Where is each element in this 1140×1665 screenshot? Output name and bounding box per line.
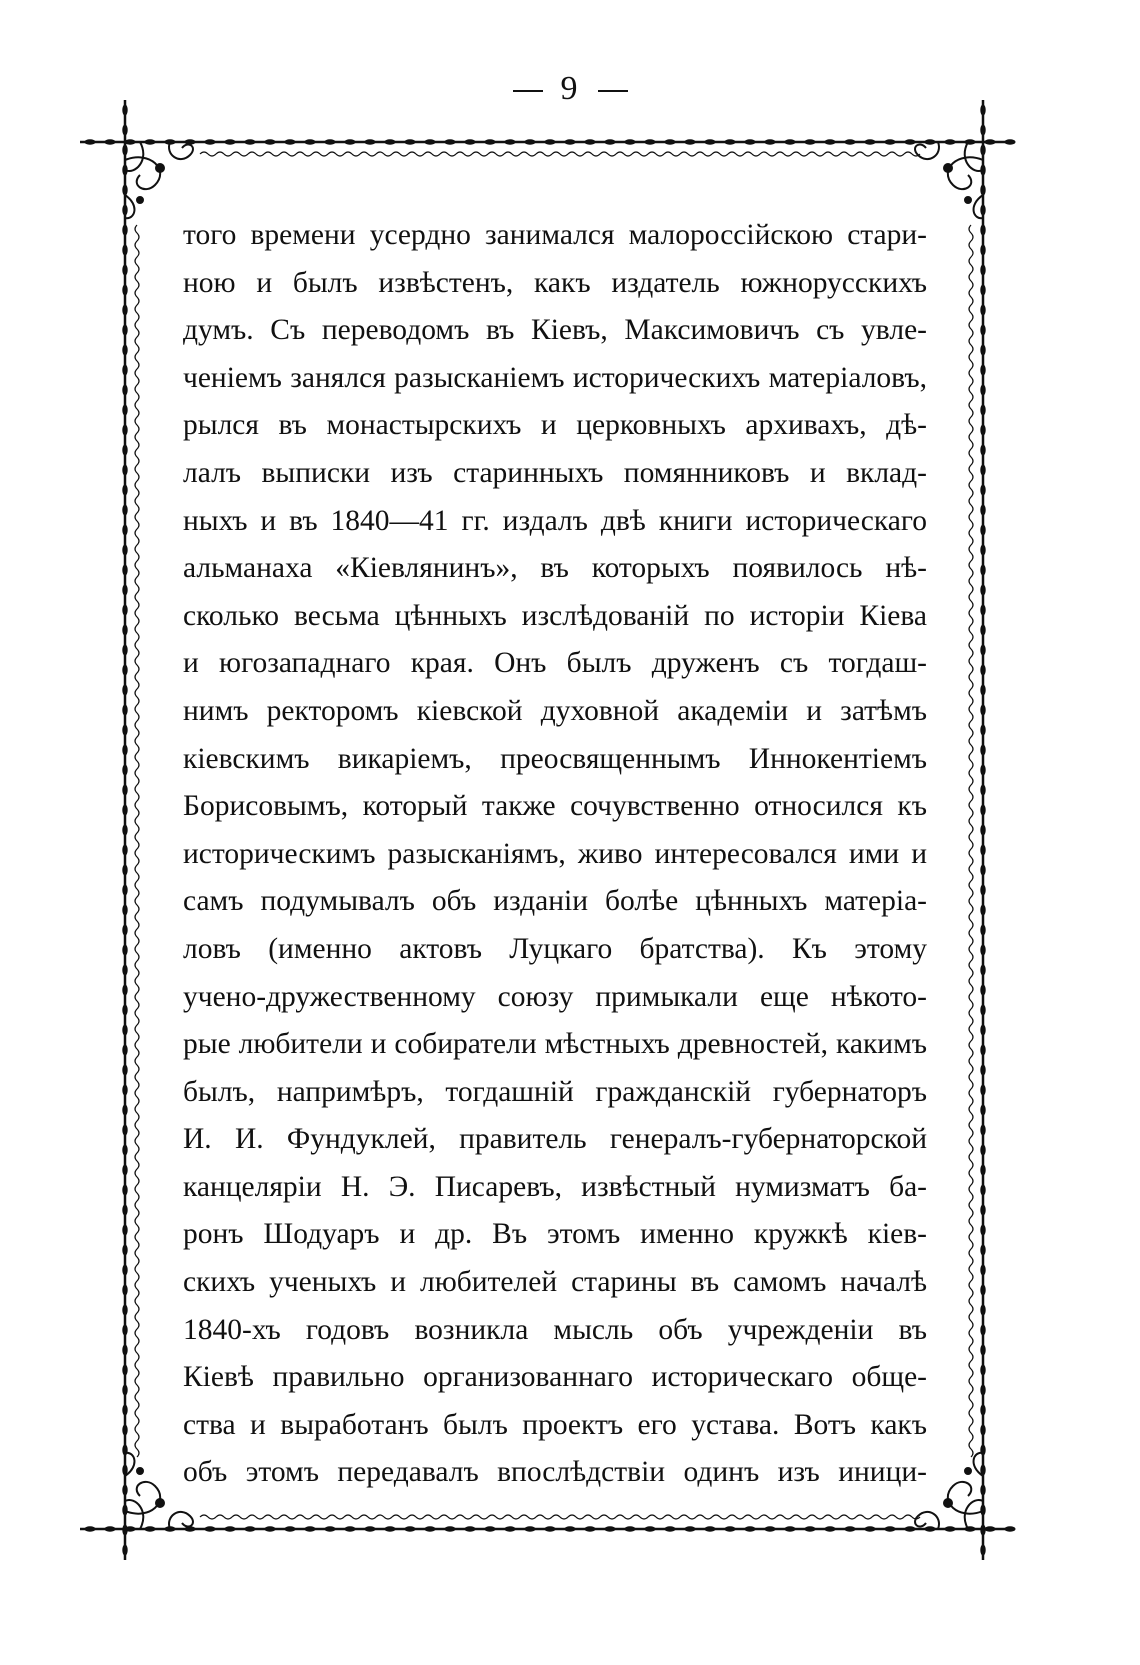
border-bead bbox=[85, 1527, 95, 1531]
border-bead bbox=[785, 1527, 795, 1531]
border-bottom-wave bbox=[200, 1515, 920, 1519]
border-bead bbox=[981, 425, 985, 435]
border-bead bbox=[981, 765, 985, 775]
border-bead bbox=[981, 1165, 985, 1175]
border-bead bbox=[123, 185, 127, 195]
border-bead bbox=[981, 1225, 985, 1235]
border-bead bbox=[123, 1185, 127, 1195]
border-bead bbox=[981, 505, 985, 515]
text-line: ловъ (именно актовъ Луцкаго братства). Къ этому bbox=[183, 932, 927, 965]
text-line: историческимъ разысканіямъ, живо интересовался ими и bbox=[183, 837, 927, 870]
border-bead bbox=[981, 645, 985, 655]
border-bead bbox=[123, 945, 127, 955]
border-bead bbox=[125, 140, 135, 144]
border-bead bbox=[123, 1025, 127, 1035]
border-bead bbox=[123, 1245, 127, 1255]
border-bead bbox=[123, 1345, 127, 1355]
border-bead bbox=[465, 1527, 475, 1531]
border-bead bbox=[625, 140, 635, 144]
border-bead bbox=[981, 385, 985, 395]
border-bead bbox=[525, 1527, 535, 1531]
border-top-wave bbox=[200, 152, 920, 156]
border-bead bbox=[945, 1527, 955, 1531]
border-bead bbox=[585, 140, 595, 144]
text-line: скихъ ученыхъ и любителей старины въ самомъ началѣ bbox=[183, 1266, 927, 1299]
border-bead bbox=[123, 845, 127, 855]
border-bead bbox=[765, 140, 775, 144]
border-bead bbox=[645, 1527, 655, 1531]
border-bead bbox=[981, 985, 985, 995]
border-bead bbox=[123, 925, 127, 935]
text-line: ства и выработанъ былъ проектъ его устава. Вотъ какъ bbox=[183, 1408, 927, 1441]
border-bead bbox=[123, 1105, 127, 1115]
border-bead bbox=[981, 405, 985, 415]
border-bead bbox=[123, 405, 127, 415]
border-bead bbox=[981, 845, 985, 855]
border-bead bbox=[825, 1527, 835, 1531]
border-bead bbox=[123, 1465, 127, 1475]
text-line: ныхъ и въ 1840—41 гг. издалъ двѣ книги историческаго bbox=[183, 504, 927, 537]
border-bead bbox=[981, 685, 985, 695]
border-bead bbox=[981, 485, 985, 495]
border-bead bbox=[665, 140, 675, 144]
text-line: и югозападнаго края. Онъ былъ друженъ съ тогдаш- bbox=[183, 647, 927, 680]
border-bead bbox=[123, 1385, 127, 1395]
border-bead bbox=[123, 145, 127, 155]
border-bead bbox=[123, 1485, 127, 1495]
border-bead bbox=[305, 140, 315, 144]
border-bead bbox=[705, 1527, 715, 1531]
border-bead bbox=[845, 1527, 855, 1531]
border-bead bbox=[205, 140, 215, 144]
text-line: думъ. Съ переводомъ въ Кіевъ, Максимовичъ съ увле- bbox=[183, 314, 927, 347]
border-bead bbox=[605, 140, 615, 144]
border-bead bbox=[405, 1527, 415, 1531]
text-line: учено-дружественному союзу примыкали еще нѣкото- bbox=[183, 980, 927, 1013]
border-bead bbox=[545, 140, 555, 144]
text-line: канцеляріи Н. Э. Писаревъ, извѣстный нумизматъ ба- bbox=[183, 1170, 927, 1203]
border-bead bbox=[105, 1527, 115, 1531]
border-bead bbox=[981, 345, 985, 355]
text-line: лалъ выписки изъ старинныхъ помянниковъ и вклад- bbox=[183, 456, 927, 489]
border-bead bbox=[285, 1527, 295, 1531]
border-bead bbox=[981, 545, 985, 555]
border-bead bbox=[285, 140, 295, 144]
border-bead bbox=[123, 905, 127, 915]
border-bead bbox=[981, 145, 985, 155]
border-bead bbox=[225, 140, 235, 144]
text-line: нимъ ректоромъ кіевской духовной академіи и затѣмъ bbox=[183, 694, 927, 727]
border-bead bbox=[123, 1145, 127, 1155]
border-bead bbox=[765, 1527, 775, 1531]
border-bead bbox=[945, 140, 955, 144]
border-bead bbox=[865, 1527, 875, 1531]
text-line: альманаха «Кіевлянинъ», въ которыхъ появилось нѣ- bbox=[183, 552, 927, 585]
border-bead bbox=[1005, 1527, 1015, 1531]
text-line: 1840-хъ годовъ возникла мысль объ учрежденіи въ bbox=[183, 1313, 927, 1346]
border-bead bbox=[981, 705, 985, 715]
border-bead bbox=[981, 265, 985, 275]
border-bead bbox=[265, 1527, 275, 1531]
border-bead bbox=[981, 1025, 985, 1035]
page-number: 9 bbox=[560, 70, 580, 107]
border-bead bbox=[981, 1045, 985, 1055]
border-bead bbox=[885, 140, 895, 144]
border-bead bbox=[981, 105, 985, 115]
border-bead bbox=[123, 265, 127, 275]
border-bead bbox=[981, 1265, 985, 1275]
border-bead bbox=[981, 905, 985, 915]
border-bead bbox=[981, 1505, 985, 1515]
border-bead bbox=[123, 805, 127, 815]
border-bead bbox=[925, 1527, 935, 1531]
border-bead bbox=[145, 1527, 155, 1531]
border-bead bbox=[725, 1527, 735, 1531]
border-bead bbox=[123, 225, 127, 235]
border-bead bbox=[981, 1305, 985, 1315]
border-bead bbox=[205, 1527, 215, 1531]
text-line: сколько весьма цѣнныхъ изслѣдованій по исторіи Кіева bbox=[183, 599, 927, 632]
text-line: рылся въ монастырскихъ и церковныхъ архивахъ, дѣ- bbox=[183, 409, 927, 442]
border-bead bbox=[981, 1485, 985, 1495]
border-bead bbox=[123, 1065, 127, 1075]
border-bead bbox=[981, 1065, 985, 1075]
border-bead bbox=[123, 625, 127, 635]
border-bead bbox=[123, 505, 127, 515]
border-bead bbox=[123, 1525, 127, 1535]
border-bead bbox=[123, 245, 127, 255]
border-bead bbox=[981, 185, 985, 195]
border-bead bbox=[123, 345, 127, 355]
border-bead bbox=[123, 105, 127, 115]
border-bead bbox=[123, 1425, 127, 1435]
border-bead bbox=[425, 140, 435, 144]
border-bead bbox=[123, 465, 127, 475]
border-bead bbox=[123, 205, 127, 215]
border-bead bbox=[981, 565, 985, 575]
border-bead bbox=[565, 1527, 575, 1531]
corner-flourish-top-right bbox=[915, 142, 983, 218]
border-bead bbox=[981, 225, 985, 235]
border-bead bbox=[445, 1527, 455, 1531]
border-bead bbox=[981, 285, 985, 295]
border-bead bbox=[981, 865, 985, 875]
text-line: того времени усердно занимался малороссійскою стари- bbox=[183, 219, 927, 251]
border-bead bbox=[985, 1527, 995, 1531]
border-bead bbox=[981, 625, 985, 635]
border-bead bbox=[305, 1527, 315, 1531]
border-bead bbox=[105, 140, 115, 144]
border-bead bbox=[981, 665, 985, 675]
border-bead bbox=[981, 585, 985, 595]
border-bead bbox=[805, 1527, 815, 1531]
border-bead bbox=[645, 140, 655, 144]
border-bead bbox=[981, 245, 985, 255]
border-bead bbox=[805, 140, 815, 144]
border-bead bbox=[1005, 140, 1015, 144]
border-bead bbox=[123, 1505, 127, 1515]
border-bead bbox=[123, 525, 127, 535]
border-bead bbox=[905, 140, 915, 144]
border-bead bbox=[981, 785, 985, 795]
border-bead bbox=[225, 1527, 235, 1531]
border-bead bbox=[123, 585, 127, 595]
text-line: рые любители и собиратели мѣстныхъ древностей, какимъ bbox=[183, 1028, 927, 1061]
border-bead bbox=[385, 1527, 395, 1531]
border-bead bbox=[981, 205, 985, 215]
border-bead bbox=[485, 140, 495, 144]
border-bead bbox=[123, 1125, 127, 1135]
border-bead bbox=[123, 1085, 127, 1095]
border-bead bbox=[123, 1205, 127, 1215]
border-bead bbox=[981, 1005, 985, 1015]
border-bead bbox=[385, 140, 395, 144]
border-bead bbox=[785, 140, 795, 144]
border-bead bbox=[123, 125, 127, 135]
border-bead bbox=[445, 140, 455, 144]
text-line: Кіевѣ правильно организованнаго историческаго обще- bbox=[183, 1361, 927, 1394]
border-bead bbox=[981, 945, 985, 955]
text-line: объ этомъ передавалъ впослѣдствіи одинъ изъ иници- bbox=[183, 1456, 927, 1489]
border-bead bbox=[123, 565, 127, 575]
border-bead bbox=[981, 805, 985, 815]
border-bead bbox=[123, 985, 127, 995]
border-bead bbox=[981, 1325, 985, 1335]
border-bead bbox=[565, 140, 575, 144]
text-line: кіевскимъ викаріемъ, преосвященнымъ Иннокентіемъ bbox=[183, 742, 927, 775]
text-line: Борисовымъ, который также сочувственно относился къ bbox=[183, 790, 927, 823]
border-bead bbox=[123, 385, 127, 395]
body-text bbox=[183, 212, 927, 1497]
border-bead bbox=[325, 1527, 335, 1531]
border-bead bbox=[981, 745, 985, 755]
border-bead bbox=[981, 965, 985, 975]
border-right-wave bbox=[969, 225, 973, 1457]
border-bead bbox=[123, 1365, 127, 1375]
border-bead bbox=[985, 140, 995, 144]
border-bead bbox=[925, 140, 935, 144]
border-bead bbox=[123, 1325, 127, 1335]
border-bead bbox=[123, 965, 127, 975]
border-bead bbox=[981, 1345, 985, 1355]
border-bead bbox=[123, 745, 127, 755]
border-bead bbox=[545, 1527, 555, 1531]
border-bead bbox=[745, 140, 755, 144]
text-line: ною и былъ извѣстенъ, какъ издатель южнорусскихъ bbox=[183, 266, 927, 299]
border-bead bbox=[245, 140, 255, 144]
border-bead bbox=[123, 545, 127, 555]
border-bead bbox=[605, 1527, 615, 1531]
border-bead bbox=[505, 140, 515, 144]
border-bead bbox=[981, 1105, 985, 1115]
border-bead bbox=[981, 325, 985, 335]
border-bead bbox=[981, 725, 985, 735]
border-bead bbox=[123, 1545, 127, 1555]
border-top-beads bbox=[85, 140, 1015, 144]
border-bead bbox=[265, 140, 275, 144]
border-bead bbox=[365, 1527, 375, 1531]
border-bead bbox=[123, 325, 127, 335]
border-bead bbox=[845, 140, 855, 144]
border-bead bbox=[665, 1527, 675, 1531]
border-bead bbox=[525, 140, 535, 144]
border-bottom-beads bbox=[85, 1527, 1015, 1531]
border-bead bbox=[981, 1425, 985, 1435]
border-bead bbox=[981, 1145, 985, 1155]
border-bead bbox=[123, 685, 127, 695]
border-bead bbox=[123, 725, 127, 735]
border-bead bbox=[981, 125, 985, 135]
border-bead bbox=[981, 1405, 985, 1415]
border-bead bbox=[123, 605, 127, 615]
border-bead bbox=[365, 140, 375, 144]
text-line: ченіемъ занялся разысканіемъ историческихъ матеріаловъ, bbox=[183, 361, 927, 394]
border-bead bbox=[123, 305, 127, 315]
border-bead bbox=[425, 1527, 435, 1531]
border-bead bbox=[981, 1465, 985, 1475]
border-bead bbox=[981, 365, 985, 375]
border-bead bbox=[123, 865, 127, 875]
border-bead bbox=[981, 1125, 985, 1135]
border-bead bbox=[981, 1385, 985, 1395]
corner-flourish-top-left bbox=[125, 142, 193, 218]
border-bead bbox=[981, 1365, 985, 1375]
border-bead bbox=[123, 705, 127, 715]
border-bead bbox=[485, 1527, 495, 1531]
border-bead bbox=[123, 365, 127, 375]
border-bead bbox=[585, 1527, 595, 1531]
border-bead bbox=[981, 1525, 985, 1535]
text-line: ронъ Шодуаръ и др. Въ этомъ именно кружкѣ кіев- bbox=[183, 1218, 927, 1251]
border-bead bbox=[465, 140, 475, 144]
border-bead bbox=[405, 140, 415, 144]
border-bead bbox=[981, 1245, 985, 1255]
border-bead bbox=[123, 1405, 127, 1415]
border-bead bbox=[865, 140, 875, 144]
border-bead bbox=[345, 1527, 355, 1531]
border-bead bbox=[123, 425, 127, 435]
border-bead bbox=[345, 140, 355, 144]
border-bead bbox=[123, 1045, 127, 1055]
border-bead bbox=[123, 445, 127, 455]
border-bead bbox=[885, 1527, 895, 1531]
border-bead bbox=[981, 825, 985, 835]
border-bead bbox=[123, 285, 127, 295]
border-bead bbox=[85, 140, 95, 144]
border-bead bbox=[123, 825, 127, 835]
border-bead bbox=[981, 885, 985, 895]
border-bead bbox=[981, 1205, 985, 1215]
border-bead bbox=[123, 1165, 127, 1175]
border-bead bbox=[981, 525, 985, 535]
border-bead bbox=[981, 445, 985, 455]
border-bead bbox=[123, 885, 127, 895]
border-bead bbox=[725, 140, 735, 144]
border-bead bbox=[705, 140, 715, 144]
border-bead bbox=[981, 605, 985, 615]
border-bead bbox=[685, 1527, 695, 1531]
border-bead bbox=[981, 1285, 985, 1295]
text-line: былъ, напримѣръ, тогдашній гражданскій губернаторъ bbox=[183, 1075, 927, 1108]
border-bead bbox=[981, 925, 985, 935]
border-bead bbox=[123, 1285, 127, 1295]
border-bead bbox=[123, 665, 127, 675]
border-bead bbox=[123, 485, 127, 495]
border-bead bbox=[185, 1527, 195, 1531]
border-bead bbox=[505, 1527, 515, 1531]
border-bead bbox=[745, 1527, 755, 1531]
border-bead bbox=[981, 1545, 985, 1555]
border-bead bbox=[123, 765, 127, 775]
border-bead bbox=[123, 1005, 127, 1015]
border-bead bbox=[123, 785, 127, 795]
border-bead bbox=[825, 140, 835, 144]
border-bead bbox=[981, 465, 985, 475]
text-line: самъ подумывалъ объ изданіи болѣе цѣнныхъ матеріа- bbox=[183, 885, 927, 918]
border-bead bbox=[981, 305, 985, 315]
border-bead bbox=[185, 140, 195, 144]
text-line: И. И. Фундуклей, правитель генералъ-губернаторской bbox=[183, 1123, 927, 1156]
border-bead bbox=[245, 1527, 255, 1531]
border-bead bbox=[123, 1305, 127, 1315]
border-bead bbox=[123, 1225, 127, 1235]
border-bead bbox=[123, 1265, 127, 1275]
border-bead bbox=[981, 1085, 985, 1095]
border-bead bbox=[145, 140, 155, 144]
border-bead bbox=[325, 140, 335, 144]
border-bead bbox=[625, 1527, 635, 1531]
border-left-wave bbox=[135, 225, 139, 1457]
border-bead bbox=[123, 645, 127, 655]
border-bead bbox=[685, 140, 695, 144]
border-bead bbox=[981, 1185, 985, 1195]
border-bead bbox=[905, 1527, 915, 1531]
